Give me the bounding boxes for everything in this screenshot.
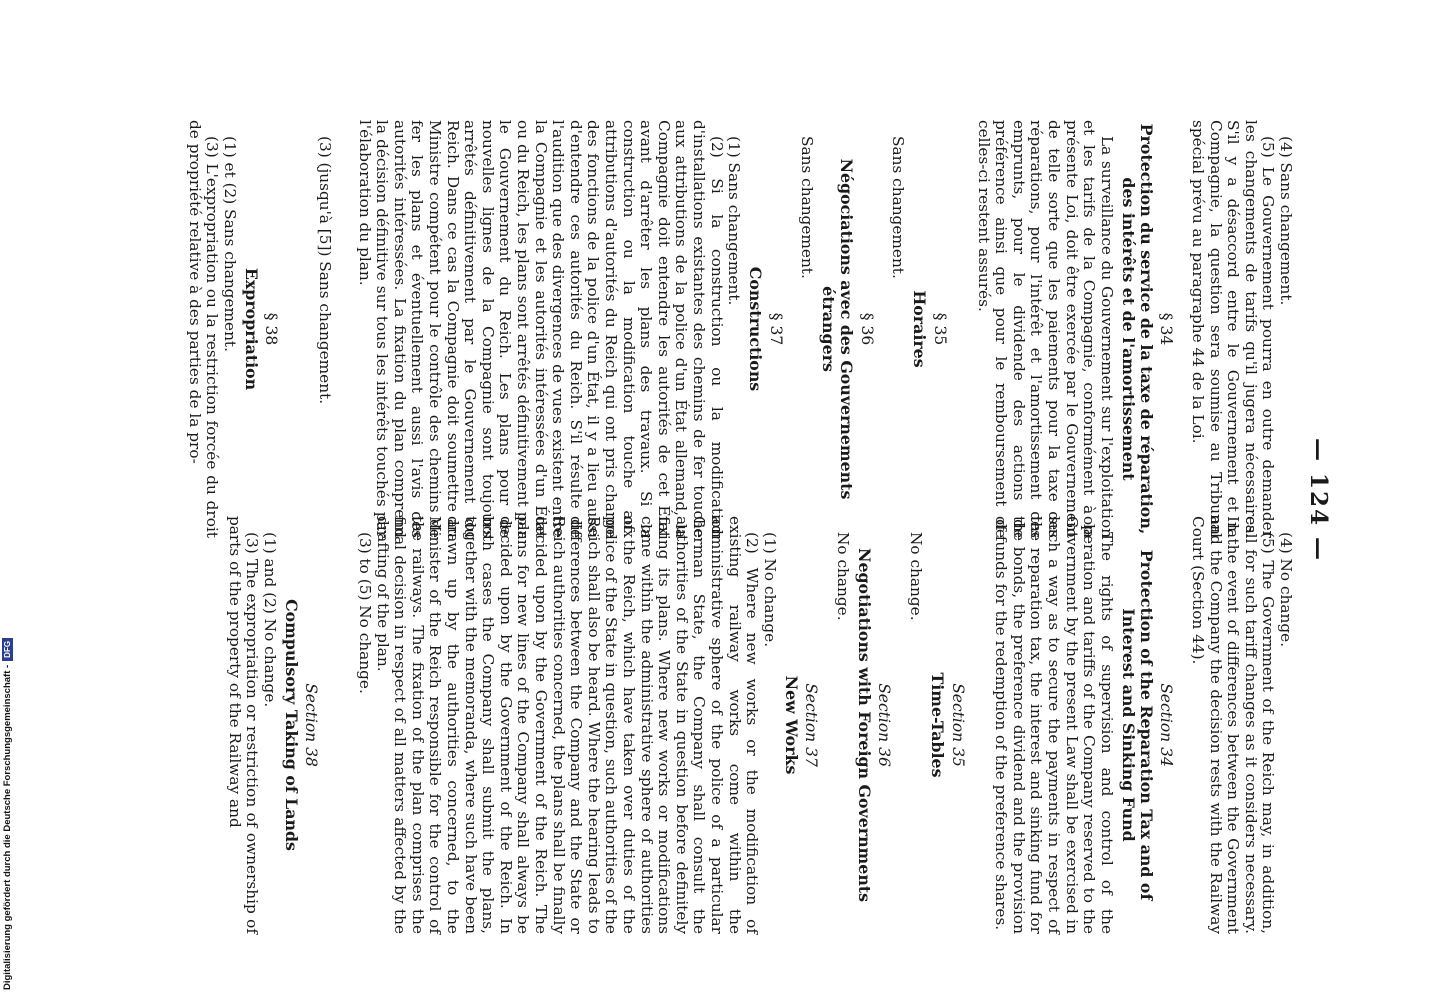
section-number: Section 36 — [875, 683, 894, 767]
paragraph: Sans changement. — [889, 136, 908, 279]
section-number: § 34 — [1157, 312, 1176, 346]
section-heading: Protection du service de la taxe de réparation, des intérêts et de l'amortissement — [1118, 123, 1156, 535]
paragraph: (3) (jusqu'à [5]) Sans changement. — [316, 136, 335, 405]
paragraph: (4) No change. — [1277, 532, 1295, 648]
section-heading: Expropriation — [241, 267, 261, 391]
french-column — [185, 120, 1294, 538]
section-heading: New Works — [781, 675, 801, 775]
section-heading: Constructions — [746, 266, 766, 392]
paragraph: (1) and (2) No change. — [260, 532, 279, 708]
section-heading: Horaires — [910, 290, 930, 368]
english-column — [225, 516, 1294, 934]
section-number: Section 35 — [948, 683, 967, 767]
paragraph: La surveillance du Gouvernement sur l'exploitation et les tarifs de la Compagnie, conformément à la présente Loi, doit être exercée par le Gouvernement de telle sorte que les paiements pour la taxe des réparations, pour l'intérêt et l'amortissement des emprunts, pour le dividende des actions de préférence ainsi que pour le remboursement de celles-ci restent assurés. — [974, 120, 1116, 538]
section-heading: Compulsory Taking of Lands — [281, 599, 301, 851]
paragraph: (1) Sans changement. — [725, 136, 744, 306]
paragraph: (2) Where new works or the modification of existing railway works come within the administrative sphere of the police of a particular German State, the Company shall consult the authorities of the State in question before definitely fixing its plans. Where new works or modifications come within the administrative sphere of authorities of the Reich, which have taken over duties of the police of the State in question, such authorities of the Reich shall also be heard. Where the hearing leads to differences between the Company and the State or Reich authorities concerned, the plans shall be finally decided upon by the Government of the Reich. The plans for new lines of the Company shall always be decided upon by the Government of the Reich. In both cases the Company shall submit the plans, together with the memoranda, where such have been drawn up by the authorities concerned, to the Minister of the Reich responsible for the control of the railways. The fixation of the plan comprises the final decision in respect of all matters affected by the drafting of the plan. — [373, 516, 762, 934]
paragraph: (3) The expropriation or restriction of ownership of parts of the property of the Railway and — [225, 516, 262, 934]
section-number: Section 38 — [302, 683, 321, 767]
section-heading: Protection of the Reparation Tax and of Interest and Sinking Fund — [1118, 549, 1156, 901]
section-number: Section 37 — [802, 683, 821, 767]
paragraph: (1) No change. — [760, 532, 779, 648]
section-heading: Négociations avec des Gouvernements étrangers — [819, 158, 857, 500]
paragraph: No change. — [833, 532, 852, 621]
section-number: § 35 — [931, 312, 950, 346]
section-heading: Negotiations with Foreign Governments — [854, 548, 874, 902]
paragraph: (2) Si la construction ou la modification d'installations existantes des chemins de fer touche aux attributions de la police d'un État allemand, la Compagnie doit entendre les autorités de cet État avant d'arrêter les plans des travaux. Si la construction ou la modification touche aux attributions d'autorités du Reich qui ont pris charge des fonctions de la police d'un État, il y a lieu aussi d'entendre ces autorités du Reich. S'il résulte de l'audition que des divergences de vues existent entre la Compagnie et les autorités intéressées d'un État ou du Reich, les plans sont arrêtés définitivement par le Gouvernement du Reich. Les plans pour de nouvelles lignes de la Compagnie sont toujours arrêtés définitivement par le Gouvernement du Reich. Dans ce cas la Compagnie doit soumettre au Ministre compétent pour le contrôle des chemins de fer les plans et éventuellement aussi l'avis des autorités intéressées. La fixation du plan comprend la décision définitive sur tous les intérêts touchés par l'élaboration du plan. — [355, 120, 726, 538]
paragraph: (5) The Government of the Reich may, in addition, call for such tariff changes as it considers necessary. In the event of differences between the Government and the Company the decision rests with the Railway Court (Section 44). — [1189, 516, 1278, 934]
dfg-logo: DFG — [2, 638, 13, 661]
section-number: § 37 — [766, 312, 785, 346]
credit-text: Digitalisierung gefördert durch die Deutsche Forschungsgemeinschaft - — [2, 664, 14, 990]
paragraph: (1) et (2) Sans changement. — [220, 136, 239, 352]
section-number: § 38 — [262, 312, 281, 346]
paragraph: Sans changement. — [798, 136, 817, 279]
paragraph: (3) L'expropriation ou la restriction forcée du droit de propriété relative à des parties de la pro- — [185, 120, 222, 538]
paragraph: (3) to (5) No change. — [356, 532, 375, 694]
paragraph: (5) Le Gouvernement pourra en outre demander les changements de tarifs qu'il jugera nécessaires. S'il y a désaccord entre le Gouvernement et la Compagnie, la question sera soumise au Tribunal spécial prévu au paragraphe 44 de la Loi. — [1189, 120, 1278, 538]
section-number: § 36 — [857, 312, 876, 346]
paragraph: The rights of supervision and control of the operation and tariffs of the Company reserved to the Government by the present Law shall be exercised in such a way as to secure the payments in respect of the reparation tax, the interest and sinking fund for the bonds, the preference dividend and the provision of funds for the redemption of the preference shares. — [992, 516, 1116, 934]
digitization-credit — [0, 0, 14, 1000]
paragraph: (4) Sans changement. — [1277, 136, 1295, 306]
paragraph: No change. — [907, 532, 926, 621]
page-number: — 124 — — [1305, 437, 1332, 563]
section-heading: Time-Tables — [928, 672, 948, 778]
section-number: Section 34 — [1157, 683, 1176, 767]
